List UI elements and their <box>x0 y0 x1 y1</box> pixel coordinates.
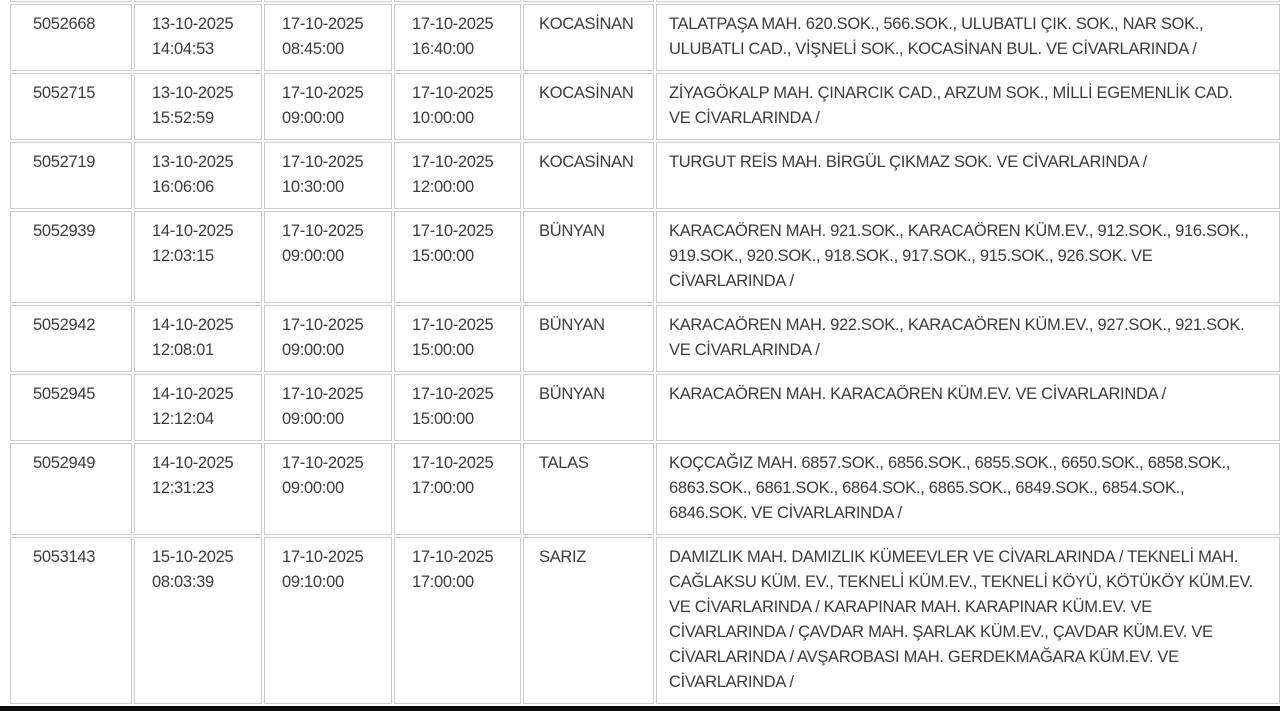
table-row <box>10 537 1280 704</box>
end-datetime-cell <box>394 374 521 441</box>
cropped-previous-row <box>10 0 1280 2</box>
cropped-cell <box>10 0 132 2</box>
end-time: 15:00:00 <box>412 247 474 265</box>
record-datetime-cell <box>134 537 262 704</box>
district-cell: TALAS <box>523 443 654 535</box>
outage-id-cell: 5052668 <box>10 4 132 71</box>
start-date: 17-10-2025 <box>282 454 364 472</box>
end-time: 17:00:00 <box>412 573 474 591</box>
end-date: 17-10-2025 <box>412 385 494 403</box>
end-time: 10:00:00 <box>412 109 474 127</box>
start-time: 08:45:00 <box>282 40 344 58</box>
start-datetime-cell <box>264 305 392 372</box>
district-cell: KOCASİNAN <box>523 142 654 209</box>
record-date: 15-10-2025 <box>152 548 234 566</box>
table-row <box>10 443 1280 535</box>
start-datetime-cell <box>264 73 392 140</box>
end-date: 17-10-2025 <box>412 454 494 472</box>
table-row <box>10 4 1280 71</box>
start-datetime-cell <box>264 374 392 441</box>
record-date: 13-10-2025 <box>152 84 234 102</box>
affected-areas-cell: DAMIZLIK MAH. DAMIZLIK KÜMEEVLER VE CİVARLARINDA / TEKNELİ MAH. CAĞLAKSU KÜM. EV., TEKNELİ KÜM.EV., TEKNELİ KÖYÜ, KÖTÜKÖY KÜM.EV. VE CİVARLARINDA / KARAPINAR MAH. KARAPINAR KÜM.EV. VE CİVARLARINDA / ÇAVDAR MAH. ŞARLAK KÜM.EV., ÇAVDAR KÜM.EV. VE CİVARLARINDA / AVŞAROBASI MAH. GERDEKMAĞARA KÜM.EV. VE CİVARLARINDA / <box>656 537 1280 704</box>
outage-id-cell: 5052949 <box>10 443 132 535</box>
start-date: 17-10-2025 <box>282 316 364 334</box>
outage-id-cell: 5052719 <box>10 142 132 209</box>
record-time: 12:08:01 <box>152 341 214 359</box>
outage-id-cell: 5052942 <box>10 305 132 372</box>
end-datetime-cell <box>394 73 521 140</box>
record-date: 14-10-2025 <box>152 454 234 472</box>
record-date: 14-10-2025 <box>152 222 234 240</box>
start-datetime-cell <box>264 4 392 71</box>
record-datetime-cell <box>134 374 262 441</box>
cropped-cell <box>523 0 654 2</box>
end-time: 17:00:00 <box>412 479 474 497</box>
table-row <box>10 374 1280 441</box>
district-cell: BÜNYAN <box>523 305 654 372</box>
affected-areas-cell: KARACAÖREN MAH. 922.SOK., KARACAÖREN KÜM.EV., 927.SOK., 921.SOK. VE CİVARLARINDA / <box>656 305 1280 372</box>
outage-table <box>8 0 1280 706</box>
record-datetime-cell <box>134 73 262 140</box>
start-date: 17-10-2025 <box>282 548 364 566</box>
end-date: 17-10-2025 <box>412 84 494 102</box>
cropped-cell <box>134 0 262 2</box>
affected-areas-cell: ZİYAGÖKALP MAH. ÇINARCIK CAD., ARZUM SOK., MİLLİ EGEMENLİK CAD. VE CİVARLARINDA / <box>656 73 1280 140</box>
end-date: 17-10-2025 <box>412 15 494 33</box>
affected-areas-cell: TALATPAŞA MAH. 620.SOK., 566.SOK., ULUBATLI ÇIK. SOK., NAR SOK., ULUBATLI CAD., VİŞNELİ SOK., KOCASİNAN BUL. VE CİVARLARINDA / <box>656 4 1280 71</box>
end-datetime-cell <box>394 4 521 71</box>
end-time: 12:00:00 <box>412 178 474 196</box>
end-datetime-cell <box>394 211 521 303</box>
record-time: 12:12:04 <box>152 410 214 428</box>
record-datetime-cell <box>134 4 262 71</box>
start-date: 17-10-2025 <box>282 15 364 33</box>
record-date: 14-10-2025 <box>152 316 234 334</box>
end-datetime-cell <box>394 443 521 535</box>
table-row <box>10 305 1280 372</box>
record-datetime-cell <box>134 443 262 535</box>
record-date: 14-10-2025 <box>152 385 234 403</box>
outage-id-cell: 5052715 <box>10 73 132 140</box>
record-time: 16:06:06 <box>152 178 214 196</box>
affected-areas-cell: TURGUT REİS MAH. BİRGÜL ÇIKMAZ SOK. VE CİVARLARINDA / <box>656 142 1280 209</box>
district-cell: KOCASİNAN <box>523 4 654 71</box>
district-cell: BÜNYAN <box>523 211 654 303</box>
outage-id-cell: 5052945 <box>10 374 132 441</box>
end-date: 17-10-2025 <box>412 153 494 171</box>
cropped-cell <box>394 0 521 2</box>
start-datetime-cell <box>264 443 392 535</box>
start-time: 10:30:00 <box>282 178 344 196</box>
end-datetime-cell <box>394 305 521 372</box>
record-datetime-cell <box>134 142 262 209</box>
start-date: 17-10-2025 <box>282 385 364 403</box>
record-datetime-cell <box>134 305 262 372</box>
end-datetime-cell <box>394 537 521 704</box>
start-time: 09:00:00 <box>282 247 344 265</box>
record-time: 14:04:53 <box>152 40 214 58</box>
end-datetime-cell <box>394 142 521 209</box>
end-date: 17-10-2025 <box>412 548 494 566</box>
end-time: 15:00:00 <box>412 341 474 359</box>
start-time: 09:00:00 <box>282 479 344 497</box>
start-date: 17-10-2025 <box>282 222 364 240</box>
record-time: 15:52:59 <box>152 109 214 127</box>
district-cell: SARIZ <box>523 537 654 704</box>
outage-table-body <box>10 0 1280 704</box>
end-time: 15:00:00 <box>412 410 474 428</box>
table-row <box>10 73 1280 140</box>
table-row <box>10 142 1280 209</box>
affected-areas-cell: KARACAÖREN MAH. 921.SOK., KARACAÖREN KÜM.EV., 912.SOK., 916.SOK., 919.SOK., 920.SOK., 918.SOK., 917.SOK., 915.SOK., 926.SOK. VE CİVARLARINDA / <box>656 211 1280 303</box>
end-time: 16:40:00 <box>412 40 474 58</box>
district-cell: KOCASİNAN <box>523 73 654 140</box>
outage-id-cell: 5052939 <box>10 211 132 303</box>
bottom-divider-bar <box>0 706 1280 711</box>
record-time: 08:03:39 <box>152 573 214 591</box>
affected-areas-cell: KOÇCAĞIZ MAH. 6857.SOK., 6856.SOK., 6855.SOK., 6650.SOK., 6858.SOK., 6863.SOK., 6861.SOK., 6864.SOK., 6865.SOK., 6849.SOK., 6854.SOK., 6846.SOK. VE CİVARLARINDA / <box>656 443 1280 535</box>
end-date: 17-10-2025 <box>412 316 494 334</box>
end-date: 17-10-2025 <box>412 222 494 240</box>
start-datetime-cell <box>264 142 392 209</box>
record-date: 13-10-2025 <box>152 153 234 171</box>
cropped-cell <box>264 0 392 2</box>
table-row <box>10 211 1280 303</box>
record-datetime-cell <box>134 211 262 303</box>
start-time: 09:00:00 <box>282 109 344 127</box>
record-time: 12:03:15 <box>152 247 214 265</box>
record-time: 12:31:23 <box>152 479 214 497</box>
outage-id-cell: 5053143 <box>10 537 132 704</box>
start-time: 09:00:00 <box>282 341 344 359</box>
start-date: 17-10-2025 <box>282 153 364 171</box>
start-date: 17-10-2025 <box>282 84 364 102</box>
start-time: 09:10:00 <box>282 573 344 591</box>
start-time: 09:00:00 <box>282 410 344 428</box>
cropped-cell <box>656 0 1280 2</box>
start-datetime-cell <box>264 211 392 303</box>
record-date: 13-10-2025 <box>152 15 234 33</box>
start-datetime-cell <box>264 537 392 704</box>
district-cell: BÜNYAN <box>523 374 654 441</box>
affected-areas-cell: KARACAÖREN MAH. KARACAÖREN KÜM.EV. VE CİVARLARINDA / <box>656 374 1280 441</box>
